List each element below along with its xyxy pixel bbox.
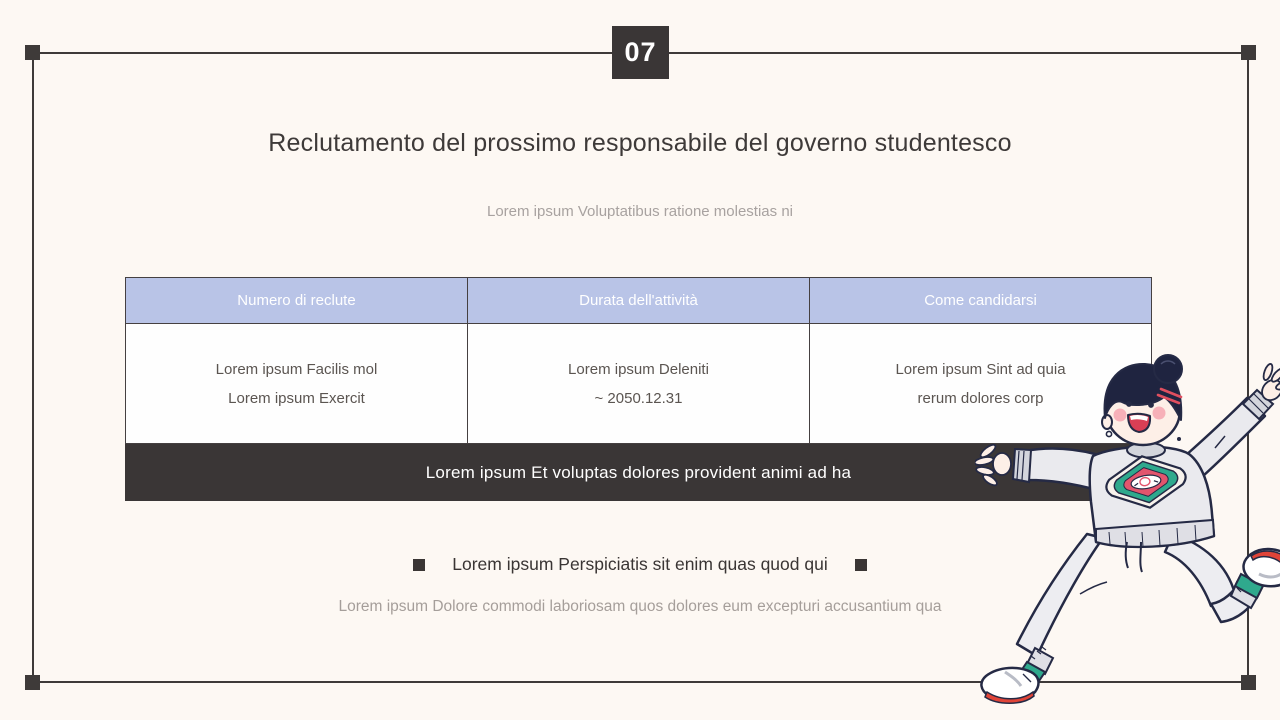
table-header-apply: Come candidarsi [924, 292, 1037, 309]
frame-corner-square [25, 45, 40, 60]
table-footer-bar: Lorem ipsum Et voluptas dolores provident animi ad ha [125, 444, 1152, 501]
slide-title: Reclutamento del prossimo responsabile del governo studentesco [268, 129, 1012, 157]
frame-corner-square [25, 675, 40, 690]
table-cell-recruits [126, 324, 468, 443]
callout-heading: Lorem ipsum Perspiciatis sit enim quas quod qui [452, 554, 828, 574]
frame-corner-square [1241, 45, 1256, 60]
cell-line: Lorem ipsum Sint ad quia [895, 360, 1066, 378]
cell-line: rerum dolores corp [917, 389, 1044, 407]
slide-number-badge: 07 [612, 26, 669, 79]
jumping-student-illustration [975, 352, 1280, 720]
cell-line: Lorem ipsum Deleniti [568, 360, 709, 378]
callout-subtext: Lorem ipsum Dolore commodi laboriosam quos dolores eum excepturi accusantium qua [338, 598, 942, 615]
table-header-duration: Durata dell'attività [468, 278, 810, 323]
table-header-row [126, 278, 1151, 323]
bullet-square-icon [855, 559, 867, 571]
cell-line: Lorem ipsum Facilis mol [215, 360, 378, 378]
bullet-square-icon [413, 559, 425, 571]
cell-line: ~ 2050.12.31 [594, 389, 683, 407]
table-header-recruits: Numero di reclute [126, 278, 468, 323]
table-cell-duration [468, 324, 810, 443]
slide-subtitle: Lorem ipsum Voluptatibus ratione molestias ni [487, 203, 793, 220]
cell-line: Lorem ipsum Exercit [228, 389, 365, 407]
